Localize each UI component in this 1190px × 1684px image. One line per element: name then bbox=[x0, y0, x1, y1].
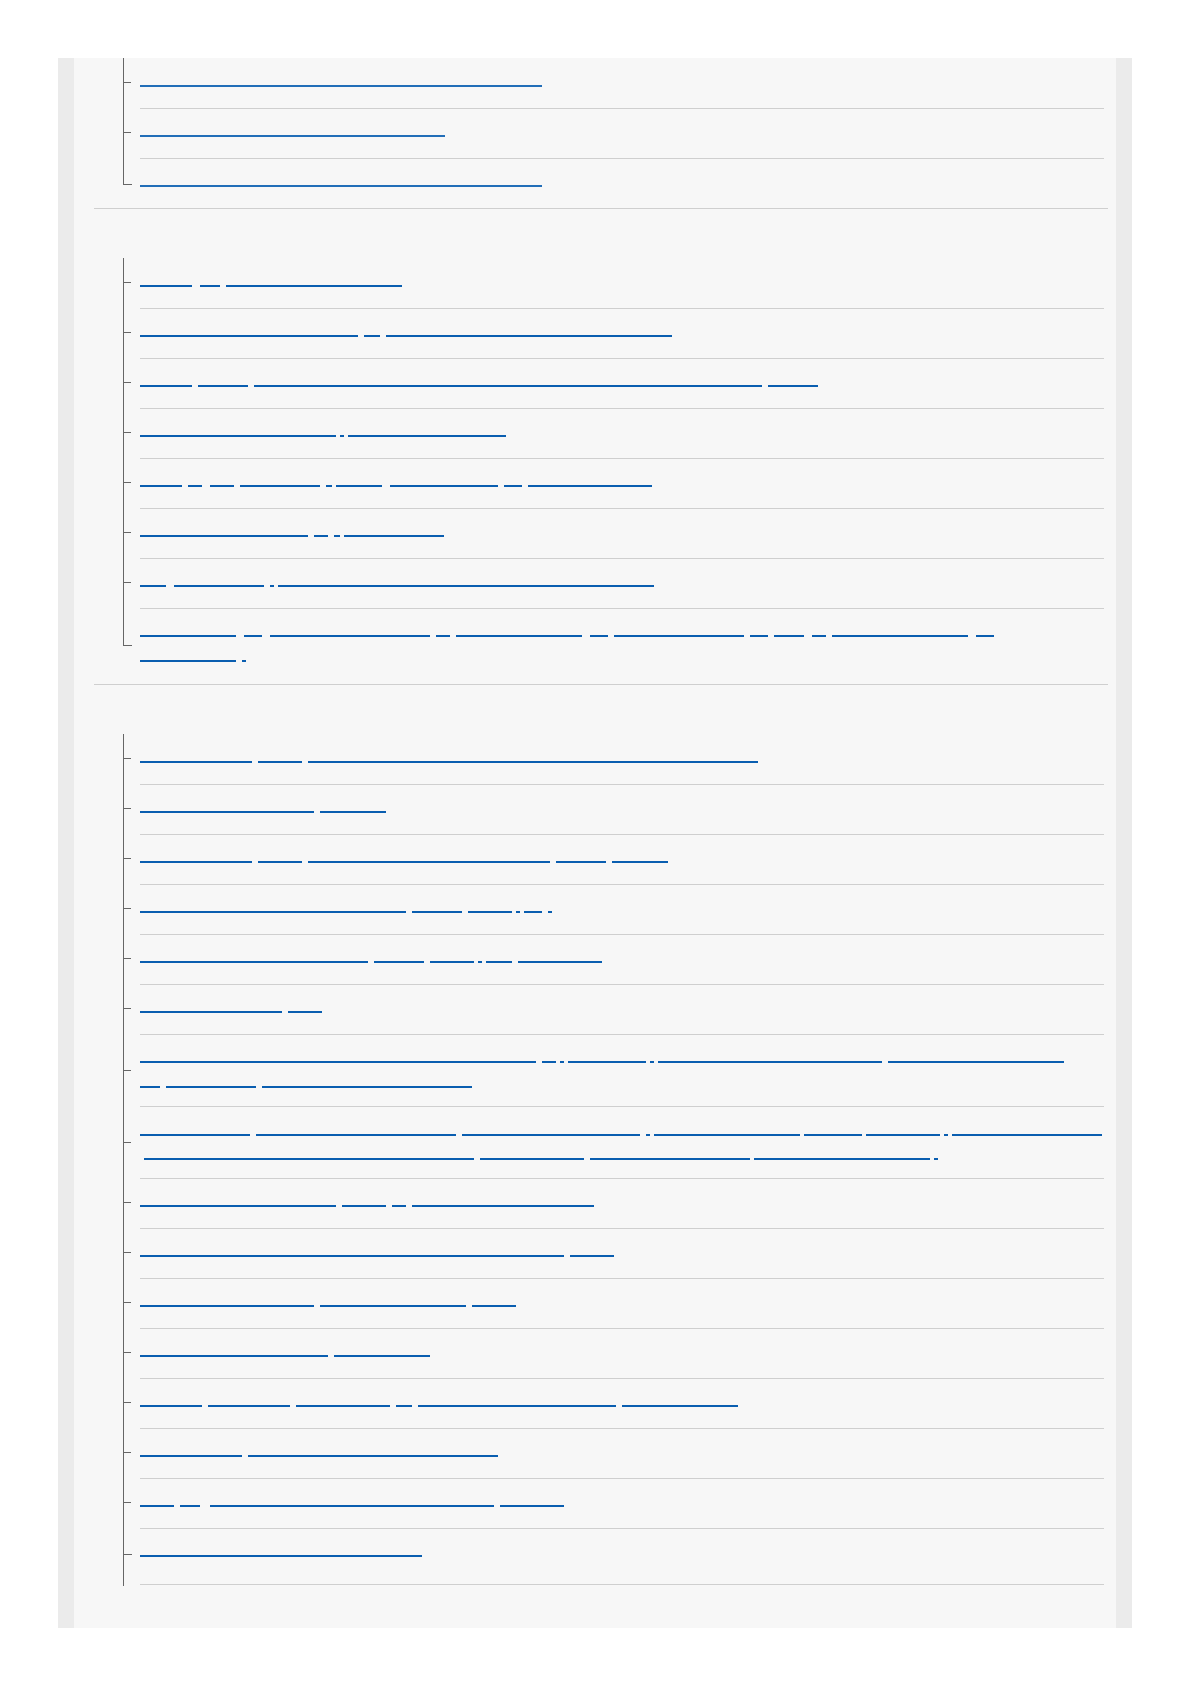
item-separator bbox=[140, 1178, 1104, 1179]
toc-link[interactable] bbox=[248, 1455, 498, 1457]
toc-link[interactable] bbox=[750, 635, 768, 637]
toc-link[interactable] bbox=[560, 1061, 564, 1063]
toc-link[interactable] bbox=[270, 585, 274, 587]
toc-link[interactable] bbox=[456, 635, 582, 637]
tree-tick bbox=[124, 582, 131, 583]
toc-link[interactable] bbox=[390, 485, 498, 487]
tree-tick bbox=[124, 1402, 131, 1403]
tree-tick bbox=[124, 1352, 131, 1353]
item-separator bbox=[140, 1478, 1104, 1479]
toc-link[interactable] bbox=[412, 1205, 594, 1207]
tree-tick bbox=[124, 1202, 131, 1203]
toc-link[interactable] bbox=[528, 485, 652, 487]
toc-link[interactable] bbox=[140, 385, 192, 387]
toc-link[interactable] bbox=[518, 961, 602, 963]
toc-link[interactable] bbox=[480, 1158, 584, 1160]
toc-item[interactable] bbox=[140, 836, 1104, 886]
tree-tick bbox=[124, 1142, 131, 1143]
toc-link[interactable] bbox=[344, 535, 444, 537]
item-separator bbox=[140, 1278, 1104, 1279]
item-separator bbox=[140, 608, 1104, 609]
item-separator bbox=[140, 1528, 1104, 1529]
toc-link[interactable] bbox=[140, 85, 542, 87]
tree-line bbox=[123, 58, 124, 185]
toc-link[interactable] bbox=[590, 635, 608, 637]
item-separator bbox=[140, 784, 1104, 785]
toc-link[interactable] bbox=[140, 911, 406, 913]
toc-item[interactable] bbox=[140, 1530, 1104, 1586]
toc-link[interactable] bbox=[348, 435, 506, 437]
toc-link[interactable] bbox=[500, 1505, 564, 1507]
toc-link[interactable] bbox=[140, 961, 368, 963]
toc-item[interactable] bbox=[140, 160, 1104, 200]
toc-link[interactable] bbox=[418, 1405, 616, 1407]
toc-link[interactable] bbox=[832, 635, 968, 637]
item-separator bbox=[140, 1584, 1104, 1585]
toc-link[interactable] bbox=[140, 1455, 242, 1457]
toc-link[interactable] bbox=[542, 1061, 556, 1063]
tree-tick bbox=[124, 184, 132, 185]
toc-link[interactable] bbox=[754, 1158, 930, 1160]
toc-link[interactable] bbox=[208, 1405, 290, 1407]
toc-link[interactable] bbox=[140, 485, 182, 487]
toc-item[interactable] bbox=[140, 786, 1104, 836]
toc-link[interactable] bbox=[308, 761, 758, 763]
toc-link[interactable] bbox=[140, 1255, 564, 1257]
toc-item[interactable] bbox=[140, 460, 1104, 510]
toc-link[interactable] bbox=[140, 1405, 202, 1407]
tree-tick bbox=[124, 532, 131, 533]
toc-link[interactable] bbox=[412, 911, 462, 913]
toc-link[interactable] bbox=[646, 1134, 650, 1136]
toc-link[interactable] bbox=[140, 1011, 282, 1013]
toc-link[interactable] bbox=[364, 335, 380, 337]
section-separator bbox=[94, 208, 1108, 209]
toc-link[interactable] bbox=[270, 635, 430, 637]
item-separator bbox=[140, 884, 1104, 885]
toc-link[interactable] bbox=[140, 1555, 422, 1557]
toc-item[interactable] bbox=[140, 936, 1104, 986]
item-separator bbox=[140, 1378, 1104, 1379]
toc-item[interactable] bbox=[140, 310, 1104, 360]
toc-item[interactable] bbox=[140, 510, 1104, 560]
tree-tick bbox=[124, 1252, 131, 1253]
toc-link[interactable] bbox=[140, 285, 192, 287]
toc-link[interactable] bbox=[386, 335, 672, 337]
section-separator bbox=[94, 684, 1108, 685]
toc-link[interactable] bbox=[342, 1205, 386, 1207]
toc-link[interactable] bbox=[548, 911, 552, 913]
toc-item[interactable] bbox=[140, 736, 1104, 786]
toc-item[interactable] bbox=[140, 1380, 1104, 1430]
tree-tick bbox=[124, 282, 131, 283]
toc-item[interactable] bbox=[140, 886, 1104, 936]
item-separator bbox=[140, 1034, 1104, 1035]
toc-link[interactable] bbox=[144, 1158, 474, 1160]
toc-link[interactable] bbox=[320, 1305, 466, 1307]
toc-link[interactable] bbox=[140, 135, 445, 137]
tree-tick bbox=[124, 1008, 131, 1009]
toc-link[interactable] bbox=[504, 485, 522, 487]
toc-item[interactable] bbox=[140, 1230, 1104, 1280]
toc-link[interactable] bbox=[320, 811, 386, 813]
tree-tick bbox=[124, 82, 131, 83]
item-separator bbox=[140, 984, 1104, 985]
toc-link[interactable] bbox=[952, 1134, 1102, 1136]
toc-item[interactable] bbox=[140, 1180, 1104, 1230]
tree-tick bbox=[124, 1070, 131, 1071]
item-separator bbox=[140, 1328, 1104, 1329]
toc-link[interactable] bbox=[140, 185, 542, 187]
toc-link[interactable] bbox=[200, 285, 220, 287]
toc-link[interactable] bbox=[944, 1134, 948, 1136]
toc-link[interactable] bbox=[180, 1505, 200, 1507]
toc-link[interactable] bbox=[140, 1505, 174, 1507]
toc-link[interactable] bbox=[654, 1134, 800, 1136]
toc-link[interactable] bbox=[392, 1205, 406, 1207]
toc-link[interactable] bbox=[140, 1134, 250, 1136]
toc-link[interactable] bbox=[210, 485, 234, 487]
toc-link[interactable] bbox=[140, 1086, 160, 1088]
toc-link[interactable] bbox=[524, 911, 542, 913]
toc-link[interactable] bbox=[462, 1134, 640, 1136]
toc-link[interactable] bbox=[140, 1355, 328, 1357]
toc-link[interactable] bbox=[472, 1305, 516, 1307]
toc-link[interactable] bbox=[334, 535, 340, 537]
toc-link[interactable] bbox=[866, 1134, 940, 1136]
toc-link[interactable] bbox=[612, 861, 668, 863]
toc-link[interactable] bbox=[568, 1061, 646, 1063]
tree-line bbox=[123, 734, 124, 1586]
toc-link[interactable] bbox=[934, 1158, 938, 1160]
toc-link[interactable] bbox=[244, 635, 262, 637]
tree-tick bbox=[124, 1554, 132, 1555]
toc-item[interactable] bbox=[140, 986, 1104, 1036]
toc-item[interactable] bbox=[140, 260, 1104, 310]
toc-link[interactable] bbox=[254, 385, 762, 387]
toc-link[interactable] bbox=[812, 635, 826, 637]
toc-link[interactable] bbox=[278, 585, 654, 587]
toc-item[interactable] bbox=[140, 1036, 1104, 1108]
toc-link[interactable] bbox=[166, 1086, 256, 1088]
tree-tick bbox=[124, 908, 131, 909]
tree-tick bbox=[124, 645, 132, 646]
tree-tick bbox=[124, 1502, 131, 1503]
toc-item[interactable] bbox=[140, 560, 1104, 610]
toc-link[interactable] bbox=[258, 861, 302, 863]
toc-link[interactable] bbox=[140, 811, 314, 813]
tree-tick bbox=[124, 858, 131, 859]
toc-link[interactable] bbox=[188, 485, 202, 487]
toc-link[interactable] bbox=[430, 961, 474, 963]
toc-link[interactable] bbox=[650, 1061, 654, 1063]
tree-line bbox=[123, 258, 124, 646]
toc-link[interactable] bbox=[336, 485, 382, 487]
item-separator bbox=[140, 158, 1104, 159]
toc-link[interactable] bbox=[658, 1061, 882, 1063]
item-separator bbox=[140, 408, 1104, 409]
tree-tick bbox=[124, 808, 131, 809]
toc-item[interactable] bbox=[140, 1330, 1104, 1380]
toc-link[interactable] bbox=[140, 585, 166, 587]
toc-link[interactable] bbox=[288, 1011, 322, 1013]
tree-tick bbox=[124, 1452, 131, 1453]
item-separator bbox=[140, 558, 1104, 559]
toc-item[interactable] bbox=[140, 60, 1104, 110]
tree-tick bbox=[124, 958, 131, 959]
toc-item[interactable] bbox=[140, 1480, 1104, 1530]
tree-tick bbox=[124, 1302, 131, 1303]
toc-link[interactable] bbox=[436, 635, 450, 637]
toc-link[interactable] bbox=[308, 861, 550, 863]
item-separator bbox=[140, 1106, 1104, 1107]
toc-link[interactable] bbox=[804, 1134, 862, 1136]
item-separator bbox=[140, 1228, 1104, 1229]
toc-link[interactable] bbox=[976, 635, 994, 637]
tree-tick bbox=[124, 482, 131, 483]
toc-link[interactable] bbox=[240, 485, 320, 487]
toc-link[interactable] bbox=[296, 1405, 390, 1407]
item-separator bbox=[140, 458, 1104, 459]
toc-link[interactable] bbox=[614, 635, 744, 637]
toc-link[interactable] bbox=[198, 385, 248, 387]
toc-link[interactable] bbox=[242, 660, 246, 662]
toc-item[interactable] bbox=[140, 110, 1104, 160]
toc-link[interactable] bbox=[140, 535, 308, 537]
toc-link[interactable] bbox=[340, 435, 344, 437]
toc-link[interactable] bbox=[468, 911, 512, 913]
toc-link[interactable] bbox=[486, 961, 512, 963]
toc-link[interactable] bbox=[590, 1158, 750, 1160]
toc-link[interactable] bbox=[516, 911, 520, 913]
item-separator bbox=[140, 834, 1104, 835]
toc-item[interactable] bbox=[140, 1430, 1104, 1480]
toc-item[interactable] bbox=[140, 610, 1104, 666]
toc-link[interactable] bbox=[258, 761, 302, 763]
toc-link[interactable] bbox=[256, 1134, 456, 1136]
toc-link[interactable] bbox=[334, 1355, 430, 1357]
toc-link[interactable] bbox=[768, 385, 818, 387]
toc-link[interactable] bbox=[262, 1086, 472, 1088]
tree-tick bbox=[124, 432, 131, 433]
toc-link[interactable] bbox=[374, 961, 424, 963]
tree-tick bbox=[124, 382, 131, 383]
toc-link[interactable] bbox=[326, 485, 332, 487]
toc-link[interactable] bbox=[140, 635, 236, 637]
toc-link[interactable] bbox=[570, 1255, 614, 1257]
toc-link[interactable] bbox=[888, 1061, 1064, 1063]
item-separator bbox=[140, 358, 1104, 359]
toc-item[interactable] bbox=[140, 360, 1104, 410]
toc-link[interactable] bbox=[478, 961, 482, 963]
item-separator bbox=[140, 108, 1104, 109]
item-separator bbox=[140, 308, 1104, 309]
toc-link[interactable] bbox=[314, 535, 328, 537]
toc-link[interactable] bbox=[226, 285, 402, 287]
item-separator bbox=[140, 934, 1104, 935]
tree-tick bbox=[124, 332, 131, 333]
toc-item[interactable] bbox=[140, 410, 1104, 460]
item-separator bbox=[140, 508, 1104, 509]
toc-link[interactable] bbox=[622, 1405, 738, 1407]
toc-item[interactable] bbox=[140, 1280, 1104, 1330]
toc-link[interactable] bbox=[396, 1405, 412, 1407]
toc-item[interactable] bbox=[140, 1108, 1104, 1180]
toc-link[interactable] bbox=[774, 635, 804, 637]
toc-link[interactable] bbox=[140, 1061, 536, 1063]
toc-link[interactable] bbox=[174, 585, 264, 587]
toc-link[interactable] bbox=[140, 761, 252, 763]
tree-tick bbox=[124, 132, 131, 133]
item-separator bbox=[140, 1428, 1104, 1429]
toc-link[interactable] bbox=[140, 660, 236, 662]
toc-link[interactable] bbox=[140, 1305, 314, 1307]
toc-link[interactable] bbox=[210, 1505, 494, 1507]
tree-tick bbox=[124, 758, 131, 759]
toc-link[interactable] bbox=[140, 335, 358, 337]
toc-link[interactable] bbox=[140, 861, 252, 863]
toc-link[interactable] bbox=[140, 435, 336, 437]
toc-link[interactable] bbox=[140, 1205, 336, 1207]
toc-link[interactable] bbox=[556, 861, 606, 863]
